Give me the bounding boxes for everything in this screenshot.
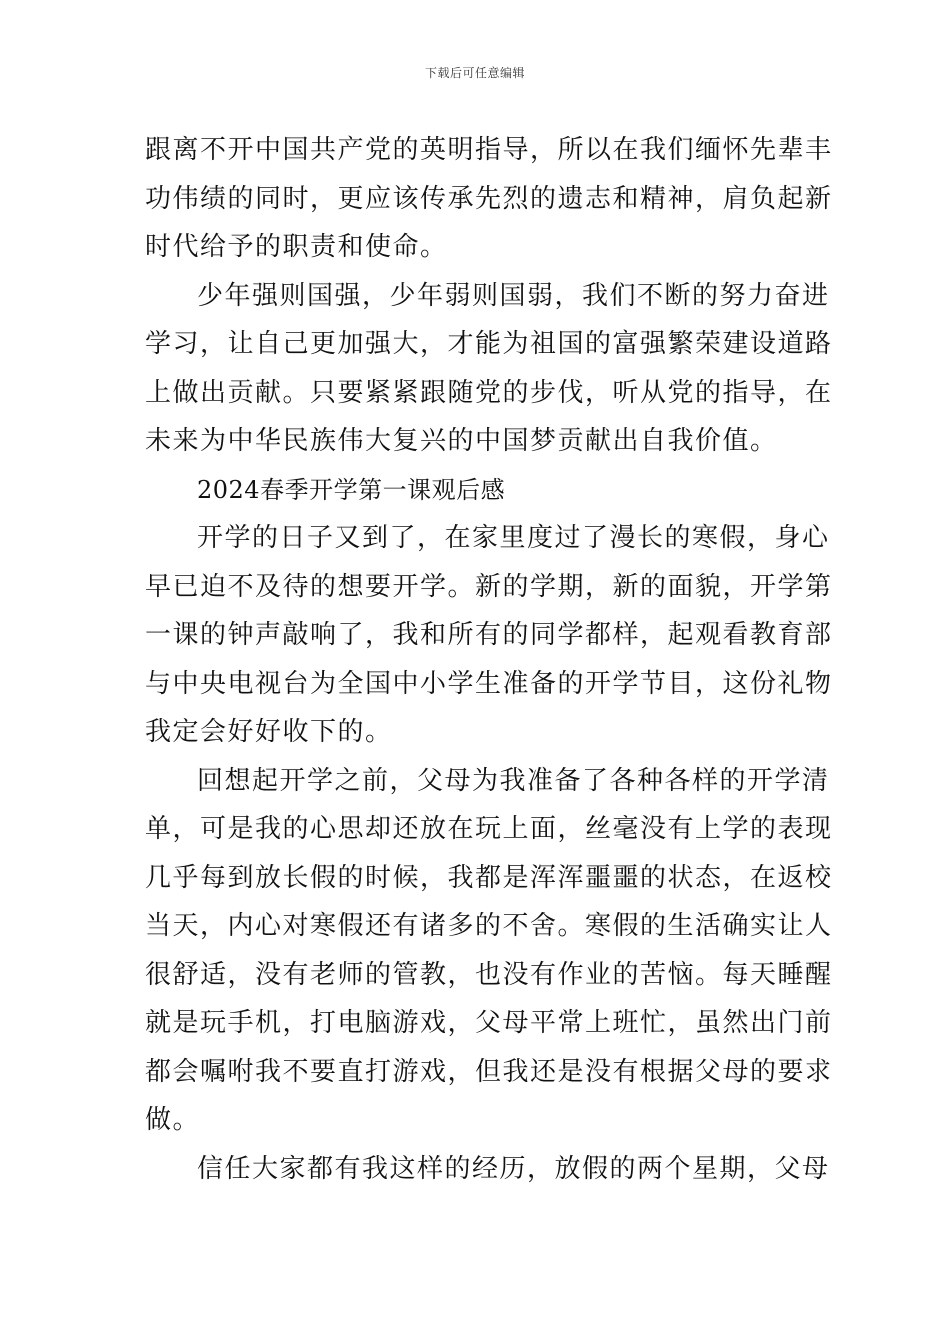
text-line: 当天，内心对寒假还有诸多的不舍。寒假的生活确实让人 <box>145 911 833 941</box>
text-line: 一课的钟声敲响了，我和所有的同学都样，起观看教育部 <box>145 620 833 650</box>
text-line: 少年强则国强，少年弱则国弱，我们不断的努力奋进 <box>197 280 830 311</box>
page-header-note: 下载后可任意编辑 <box>424 66 525 80</box>
text-line: 早已迫不及待的想要开学。新的学期，新的面貌，开学第 <box>145 571 833 602</box>
text-line: 我定会好好收下的。 <box>145 717 393 747</box>
text-line: 很舒适，没有老师的管教，也没有作业的苦恼。每天睡醒 <box>145 959 833 990</box>
document-body <box>145 126 833 1193</box>
section-heading: 2024春季开学第一课观后感 <box>197 475 506 504</box>
text-line: 信任大家都有我这样的经历，放假的两个星期，父母 <box>197 1153 830 1184</box>
text-line: 未来为中华民族伟大复兴的中国梦贡献出自我价值。 <box>145 426 778 456</box>
text-line: 跟离不开中国共产党的英明指导，所以在我们缅怀先辈丰 <box>145 135 833 165</box>
text-line: 回想起开学之前，父母为我准备了各种各样的开学清 <box>197 765 830 796</box>
text-line: 与中央电视台为全国中小学生准备的开学节目，这份礼物 <box>145 668 833 699</box>
text-line: 上做出贡献。只要紧紧跟随党的步伐，听从党的指导，在 <box>145 377 833 408</box>
text-line: 都会嘱咐我不要直打游戏，但我还是没有根据父母的要求 <box>145 1056 833 1087</box>
text-line: 时代给予的职责和使命。 <box>145 232 448 262</box>
text-line: 开学的日子又到了，在家里度过了漫长的寒假，身心 <box>197 523 830 553</box>
text-line: 功伟绩的同时，更应该传承先烈的遗志和精神，肩负起新 <box>145 183 833 214</box>
text-line: 就是玩手机，打电脑游戏，父母平常上班忙，虽然出门前 <box>145 1008 833 1038</box>
text-line: 单，可是我的心思却还放在玩上面，丝毫没有上学的表现 <box>145 814 833 844</box>
text-line: 学习，让自己更加强大，才能为祖国的富强繁荣建设道路 <box>145 329 833 359</box>
text-line: 几乎每到放长假的时候，我都是浑浑噩噩的状态，在返校 <box>145 862 833 893</box>
text-line: 做。 <box>145 1105 201 1135</box>
